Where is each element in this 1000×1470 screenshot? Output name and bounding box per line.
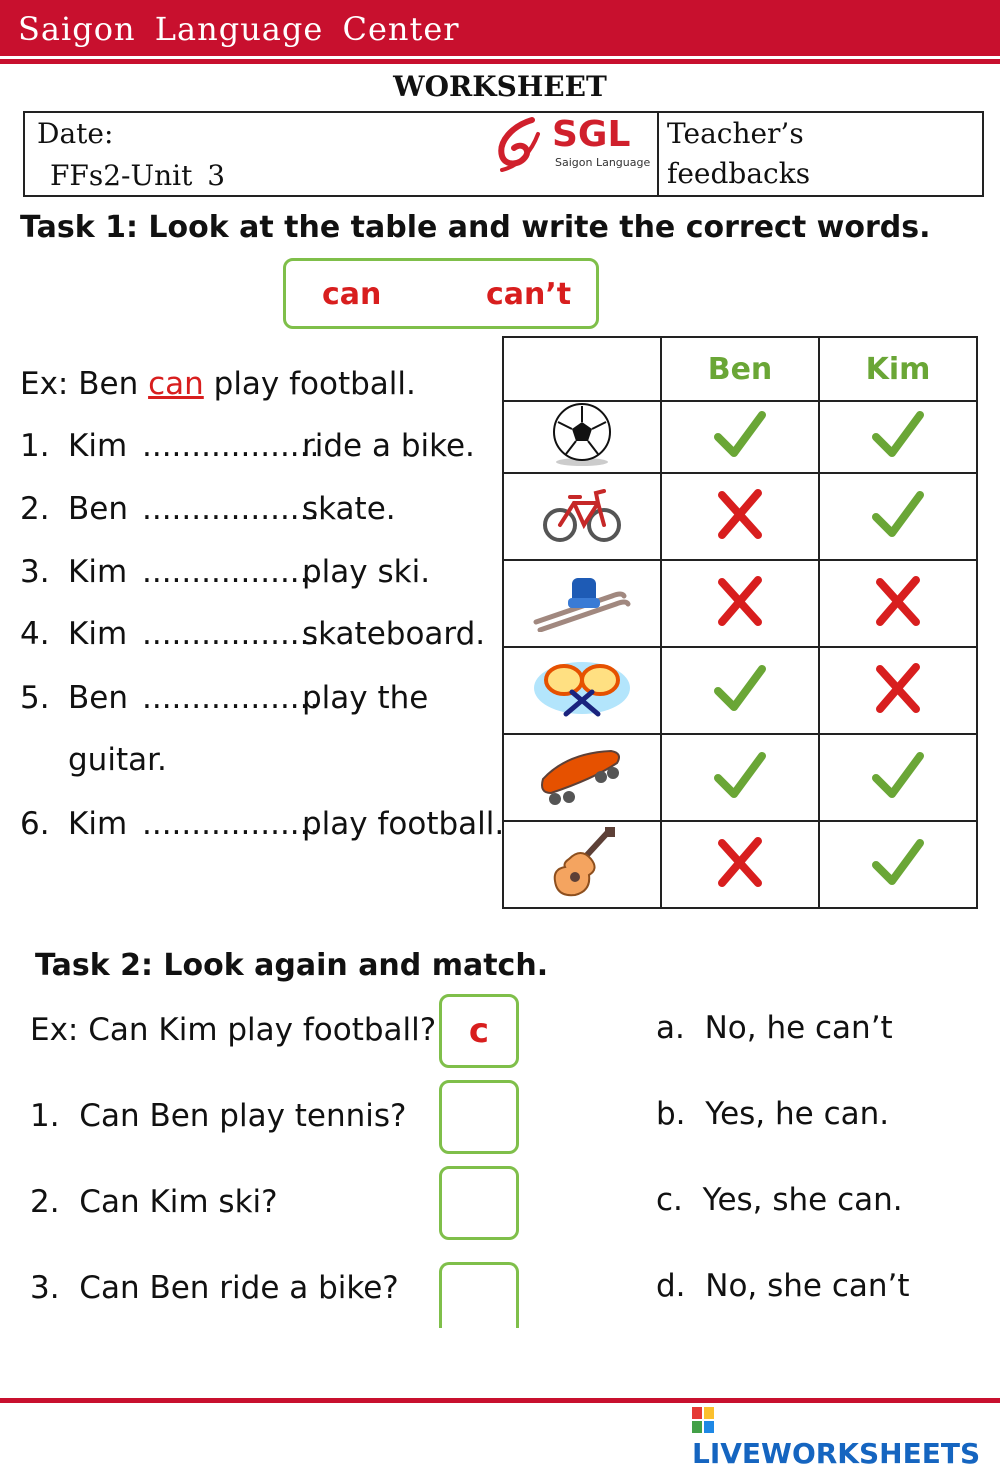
question-number: 1. bbox=[30, 1098, 60, 1134]
answer-option-b bbox=[656, 1096, 889, 1132]
item-number: 2. bbox=[20, 491, 50, 527]
task2-question-2 bbox=[30, 1184, 278, 1220]
brand-text: LIVEWORKSHEETS bbox=[692, 1437, 981, 1470]
skateboard-icon bbox=[503, 734, 661, 821]
table-row bbox=[503, 560, 977, 647]
logo-text: SGL bbox=[552, 114, 631, 155]
date-label: Date: bbox=[37, 117, 114, 150]
question-text: Can Ben play tennis? bbox=[79, 1098, 407, 1134]
cross-icon bbox=[819, 560, 977, 647]
item-number: 3. bbox=[20, 554, 50, 590]
item-blank[interactable]: .................. bbox=[142, 806, 320, 842]
task1-example bbox=[20, 366, 416, 402]
option-text: Yes, he can. bbox=[705, 1096, 890, 1132]
check-icon bbox=[819, 401, 977, 473]
ability-table bbox=[502, 336, 978, 909]
table-row bbox=[503, 734, 977, 821]
ski-icon bbox=[503, 560, 661, 647]
task1-item bbox=[20, 428, 475, 464]
check-icon bbox=[661, 401, 819, 473]
option-letter: b. bbox=[656, 1096, 686, 1132]
sgl-swoosh-icon bbox=[492, 116, 550, 174]
item-number: 4. bbox=[20, 616, 50, 652]
task1-item bbox=[20, 554, 430, 590]
item-subject: Kim bbox=[68, 554, 128, 590]
example-answer-letter: c bbox=[468, 1011, 490, 1051]
check-icon bbox=[819, 734, 977, 821]
item-subject: Ben bbox=[68, 680, 128, 716]
example-answer: can bbox=[148, 366, 204, 402]
table-corner bbox=[503, 337, 661, 401]
item-rest: guitar. bbox=[68, 742, 167, 778]
item-rest: play the bbox=[302, 680, 429, 716]
item-blank[interactable]: .................. bbox=[142, 616, 320, 652]
item-rest: skate. bbox=[302, 491, 396, 527]
word-cant: can’t bbox=[486, 277, 572, 312]
task1-item bbox=[20, 491, 396, 527]
table-row bbox=[503, 821, 977, 908]
task2-example-question: Ex: Can Kim play football? bbox=[30, 1012, 437, 1048]
footer-divider bbox=[0, 1398, 1000, 1403]
feedback-box bbox=[659, 111, 984, 197]
item-subject: Kim bbox=[68, 616, 128, 652]
option-text: No, he can’t bbox=[704, 1010, 893, 1046]
question-text: Can Kim ski? bbox=[79, 1184, 278, 1220]
table-row bbox=[503, 401, 977, 473]
task1-item bbox=[20, 616, 485, 652]
example-answer-box bbox=[439, 994, 519, 1068]
task2-question-3 bbox=[30, 1270, 399, 1306]
item-rest: play ski. bbox=[302, 554, 431, 590]
feedback-line1: Teacher’s bbox=[667, 117, 804, 150]
check-icon bbox=[819, 473, 977, 560]
option-text: Yes, she can. bbox=[702, 1182, 903, 1218]
cross-icon bbox=[661, 560, 819, 647]
worksheet-title: WORKSHEET bbox=[393, 70, 607, 103]
unit-label: FFs2-Unit 3 bbox=[50, 159, 226, 192]
header-bar bbox=[0, 0, 1000, 56]
check-icon bbox=[819, 821, 977, 908]
task2-question-1 bbox=[30, 1098, 407, 1134]
task1-item bbox=[20, 742, 167, 778]
task1-item bbox=[20, 680, 428, 716]
answer-option-a bbox=[656, 1010, 893, 1046]
header-ben: Ben bbox=[661, 337, 819, 401]
task1-item bbox=[20, 806, 504, 842]
option-letter: c. bbox=[656, 1182, 683, 1218]
item-blank[interactable]: .................. bbox=[142, 554, 320, 590]
task1-title: Task 1: Look at the table and write the correct words. bbox=[20, 210, 931, 245]
item-number: 6. bbox=[20, 806, 50, 842]
word-bank bbox=[283, 258, 599, 329]
cross-icon bbox=[661, 473, 819, 560]
logo-subtitle: Saigon Language bbox=[555, 156, 651, 169]
example-suffix: play football. bbox=[203, 366, 416, 402]
question-text: Can Ben ride a bike? bbox=[79, 1270, 399, 1306]
item-blank[interactable]: .................. bbox=[142, 680, 320, 716]
option-letter: d. bbox=[656, 1268, 686, 1304]
table-row bbox=[503, 647, 977, 734]
check-icon bbox=[661, 647, 819, 734]
feedback-line2: feedbacks bbox=[667, 157, 811, 190]
answer-box-3[interactable] bbox=[439, 1262, 519, 1328]
cross-icon bbox=[661, 821, 819, 908]
item-rest: ride a bike. bbox=[302, 428, 475, 464]
header-divider bbox=[0, 59, 1000, 64]
header-kim: Kim bbox=[819, 337, 977, 401]
item-rest: play football. bbox=[302, 806, 505, 842]
sgl-logo bbox=[492, 114, 652, 176]
item-blank[interactable]: .................. bbox=[142, 491, 320, 527]
answer-option-d bbox=[656, 1268, 910, 1304]
option-letter: a. bbox=[656, 1010, 685, 1046]
item-blank[interactable]: .................. bbox=[142, 428, 320, 464]
cross-icon bbox=[819, 647, 977, 734]
answer-box-1[interactable] bbox=[439, 1080, 519, 1154]
item-subject: Kim bbox=[68, 806, 128, 842]
item-number: 1. bbox=[20, 428, 50, 464]
option-text: No, she can’t bbox=[705, 1268, 910, 1304]
example-prefix: Ex: Ben bbox=[20, 366, 149, 402]
item-number: 5. bbox=[20, 680, 50, 716]
answer-option-c bbox=[656, 1182, 903, 1218]
check-icon bbox=[661, 734, 819, 821]
task2-title: Task 2: Look again and match. bbox=[35, 948, 549, 983]
tennis-icon bbox=[503, 647, 661, 734]
guitar-icon bbox=[503, 821, 661, 908]
item-subject: Ben bbox=[68, 491, 128, 527]
question-number: 2. bbox=[30, 1184, 60, 1220]
table-row bbox=[503, 473, 977, 560]
football-icon bbox=[503, 401, 661, 473]
question-number: 3. bbox=[30, 1270, 60, 1306]
center-name: Saigon Language Center bbox=[18, 10, 460, 48]
word-can: can bbox=[322, 277, 382, 312]
item-subject: Kim bbox=[68, 428, 128, 464]
liveworksheets-icon bbox=[692, 1407, 714, 1433]
liveworksheets-logo[interactable] bbox=[692, 1404, 1000, 1470]
item-rest: skateboard. bbox=[302, 616, 486, 652]
bike-icon bbox=[503, 473, 661, 560]
answer-box-2[interactable] bbox=[439, 1166, 519, 1240]
